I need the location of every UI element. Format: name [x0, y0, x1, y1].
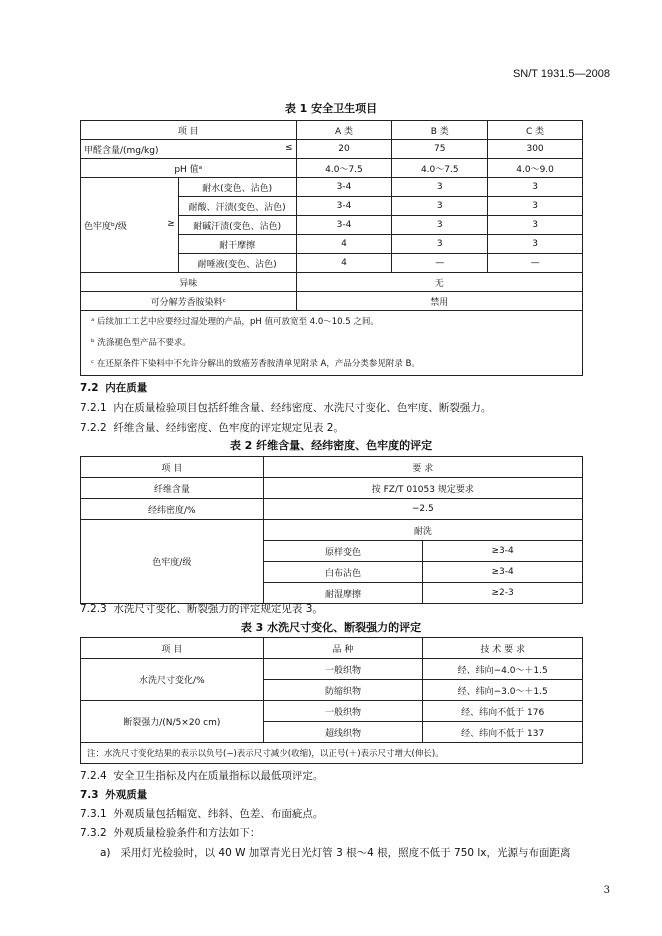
- shrink-kind: 防缩织物: [263, 680, 423, 701]
- clause-number: 7.2.3: [80, 603, 107, 615]
- table1-head-b: B 类: [392, 121, 488, 140]
- fastness-row-b: 3: [392, 216, 488, 235]
- table2-row-label: 白布沾色: [263, 562, 423, 583]
- shrink-label: 水洗尺寸变化/%: [81, 659, 264, 701]
- density-label: 经纬密度/%: [81, 499, 264, 520]
- section-7-3-heading: [80, 787, 147, 802]
- fastness-row-a: 3-4: [296, 197, 392, 216]
- formaldehyde-label: 甲醛含量/(mg/kg): [84, 145, 159, 156]
- table3: [80, 637, 583, 764]
- table1-formaldehyde-label: [81, 140, 297, 159]
- section-title: 内在质量: [105, 382, 148, 394]
- section-title: 外观质量: [105, 789, 148, 801]
- formaldehyde-a: 20: [296, 140, 392, 159]
- clause-number: 7.3.1: [80, 808, 107, 820]
- ph-b: 4.0～7.5: [392, 159, 488, 178]
- paragraph-7-2-1: [80, 400, 491, 415]
- table2-caption: 表 2 纤维含量、经纬密度、色牢度的评定: [229, 439, 433, 452]
- fastness-label-cell: [81, 178, 179, 273]
- strength-kind: 超线织物: [263, 722, 423, 743]
- fastness-row-c: —: [488, 254, 583, 273]
- fastness-row-label: 耐唾液(变色、沾色): [178, 254, 296, 273]
- standard-code-header: SN/T 1931.5—2008: [512, 68, 610, 80]
- shrink-value: 经、纬向−3.0～＋1.5: [423, 680, 583, 701]
- section-number: 7.2: [80, 382, 99, 394]
- table2-row-label: 原样变色: [263, 541, 423, 562]
- clause-number: 7.2.1: [80, 402, 107, 414]
- clause-number: 7.3.2: [80, 827, 107, 839]
- table1-head-c: C 类: [488, 121, 583, 140]
- table1-caption: 表 1 安全卫生项目: [284, 102, 378, 115]
- shrink-value: 经、纬向−4.0～＋1.5: [423, 659, 583, 680]
- formaldehyde-c: 300: [488, 140, 583, 159]
- ph-label: pH 值ᵃ: [81, 159, 297, 178]
- table2-row-value: ≥3-4: [423, 541, 583, 562]
- clause-text: 内在质量检验项目包括纤维含量、经纬密度、水洗尺寸变化、色牢度、断裂强力。: [113, 402, 492, 414]
- table3-head-req: 技 术 要 求: [423, 638, 583, 659]
- table2-row-value: ≥2-3: [423, 583, 583, 604]
- clause-number: 7.2.4: [80, 770, 107, 782]
- table2-row-value: ≥3-4: [423, 562, 583, 583]
- fastness-row-a: 3-4: [296, 216, 392, 235]
- formaldehyde-symbol: ≤: [285, 142, 293, 153]
- fastness-row-label: 耐干摩擦: [178, 235, 296, 254]
- fastness-label: 色牢度ᵇ/级: [84, 221, 127, 232]
- paragraph-a: [100, 845, 571, 860]
- clause-text: 外观质量检验条件和方法如下：: [113, 827, 261, 839]
- washing-label: 耐洗: [263, 520, 582, 541]
- table2-fastness-label: 色牢度/级: [81, 520, 264, 604]
- fastness-row-c: 3: [488, 178, 583, 197]
- table1-note: ᵃ 后续加工工艺中应要经过湿处理的产品，pH 值可放宽至 4.0～10.5 之间。: [91, 316, 379, 327]
- table3-head-item: 项 目: [81, 638, 264, 659]
- table3-caption: 表 3 水洗尺寸变化、断裂强力的评定: [240, 621, 422, 634]
- paragraph-7-2-4: [80, 768, 323, 783]
- formaldehyde-b: 75: [392, 140, 488, 159]
- density-value: −2.5: [263, 499, 582, 520]
- shrink-kind: 一般织物: [263, 659, 423, 680]
- fastness-row-c: 3: [488, 197, 583, 216]
- table1-head-a: A 类: [296, 121, 392, 140]
- clause-number: 7.2.2: [80, 422, 107, 434]
- fastness-row-a: 3-4: [296, 178, 392, 197]
- fastness-row-label: 耐水(变色、沾色): [178, 178, 296, 197]
- fastness-row-c: 3: [488, 235, 583, 254]
- amine-label: 可分解芳香胺染料ᶜ: [81, 292, 297, 311]
- fastness-symbol: ≥: [167, 218, 175, 229]
- fastness-row-c: 3: [488, 216, 583, 235]
- page-number: 3: [603, 885, 610, 896]
- table3-note: 注：水洗尺寸变化结果的表示以负号(−)表示尺寸减少(收缩)，以正号(＋)表示尺寸增大(伸长)。: [81, 743, 583, 764]
- fastness-row-b: 3: [392, 197, 488, 216]
- strength-kind: 一般织物: [263, 701, 423, 722]
- paragraph-7-3-2: [80, 825, 260, 840]
- paragraph-7-2-3: [80, 601, 323, 616]
- fastness-row-b: —: [392, 254, 488, 273]
- list-text: 采用灯光检验时，以 40 W 加罩青光日光灯管 3 根～4 根，照度不低于 750 lx，光源与布面距离: [120, 847, 571, 859]
- fiber-label: 纤维含量: [81, 478, 264, 499]
- clause-text: 外观质量包括幅宽、纬斜、色差、布面疵点。: [113, 808, 324, 820]
- clause-text: 安全卫生指标及内在质量指标以最低项评定。: [113, 770, 324, 782]
- table2-head-item: 项 目: [81, 457, 264, 478]
- ph-c: 4.0～9.0: [488, 159, 583, 178]
- fastness-row-a: 4: [296, 235, 392, 254]
- odor-value: 无: [296, 273, 582, 292]
- table1-note: ᶜ 在还原条件下染料中不允许分解出的致癌芳香胺清单见附录 A，产品分类参见附录 B。: [91, 358, 420, 369]
- fastness-row-label: 耐碱汗渍(变色、沾色): [178, 216, 296, 235]
- table1-notes: [81, 311, 583, 376]
- paragraph-7-3-1: [80, 806, 323, 821]
- table1-note: ᵇ 洗涤褪色型产品不要求。: [91, 337, 191, 348]
- paragraph-7-2-2: [80, 420, 344, 435]
- table2-row-label: 耐湿摩擦: [263, 583, 423, 604]
- odor-label: 异味: [81, 273, 297, 292]
- ph-a: 4.0～7.5: [296, 159, 392, 178]
- fastness-row-a: 4: [296, 254, 392, 273]
- table3-head-kind: 品 种: [263, 638, 423, 659]
- section-7-2-heading: [80, 380, 147, 395]
- table1: [80, 120, 583, 376]
- strength-label: 断裂强力/(N/5×20 cm): [81, 701, 264, 743]
- amine-value: 禁用: [296, 292, 582, 311]
- fastness-row-label: 耐酸、汗渍(变色、沾色): [178, 197, 296, 216]
- section-number: 7.3: [80, 789, 99, 801]
- clause-text: 纤维含量、经纬密度、色牢度的评定规定见表 2。: [113, 422, 344, 434]
- clause-text: 水洗尺寸变化、断裂强力的评定规定见表 3。: [113, 603, 323, 615]
- strength-value: 经、纬向不低于 137: [423, 722, 583, 743]
- table1-head-item: 项 目: [81, 121, 297, 140]
- fastness-row-b: 3: [392, 178, 488, 197]
- table2: [80, 456, 583, 604]
- table2-head-req: 要 求: [263, 457, 582, 478]
- fastness-row-b: 3: [392, 235, 488, 254]
- fiber-value: 按 FZ/T 01053 规定要求: [263, 478, 582, 499]
- strength-value: 经、纬向不低于 176: [423, 701, 583, 722]
- list-marker: a): [100, 847, 111, 859]
